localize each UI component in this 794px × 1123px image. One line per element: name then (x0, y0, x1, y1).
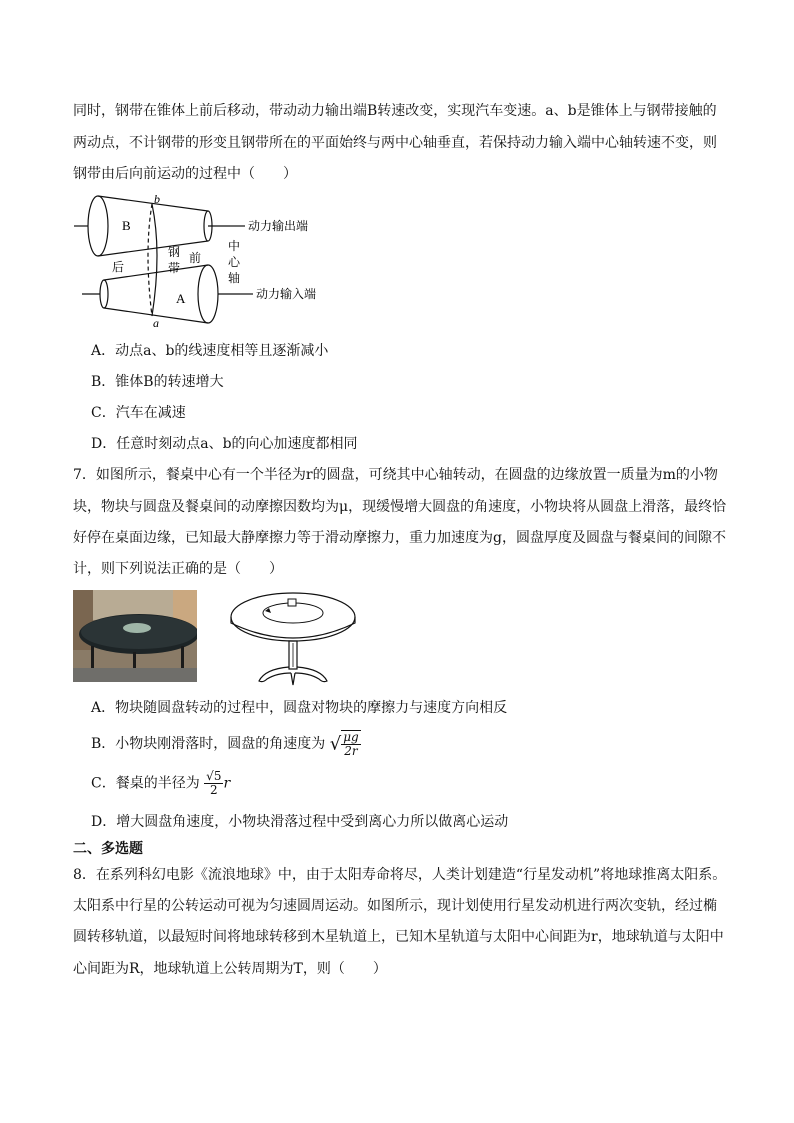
q7-text-line-3: 好停在桌面边缘，已知最大静摩擦力等于滑动摩擦力，重力加速度为g，圆盘厚度及圆盘与餐桌间的间隙不 (73, 530, 726, 546)
q6-text-line-3: 钢带由后向前运动的过程中（ ） (73, 166, 297, 182)
q7-option-b (91, 730, 361, 758)
q7-option-d: D．增大圆盘角速度，小物块滑落过程中受到离心力所以做离心运动 (91, 814, 509, 830)
cvt-cone-diagram (70, 192, 360, 332)
label-hou: 后 (112, 260, 125, 274)
label-B: B (122, 218, 131, 233)
label-zhou: 轴 (228, 271, 241, 285)
label-b: b (154, 192, 160, 206)
q6-option-b: B．锥体B的转速增大 (91, 374, 224, 390)
q7-option-c-text: C．餐桌的半径为 (91, 775, 200, 792)
fraction-denominator: 2 (209, 783, 218, 797)
q6-text-line-2: 两动点，不计钢带的形变且钢带所在的平面始终与两中心轴垂直，若保持动力输入端中心轴转速不变，则 (73, 135, 717, 151)
q6-text-line-1: 同时，钢带在锥体上前后移动，带动动力输出端B转速改变，实现汽车变速。a、b是锥体上与钢带接触的 (73, 103, 717, 119)
q8-text-line-4: 心间距为R，地球轨道上公转周期为T，则（ ） (73, 961, 387, 977)
q6-option-c: C．汽车在减速 (91, 405, 186, 421)
fraction-numerator: μg (343, 730, 359, 744)
fraction-root5-over-2 (204, 770, 223, 797)
label-zhong: 中 (228, 239, 241, 253)
label-A: A (176, 291, 186, 306)
sqrt-expression: √ $\frac{\mu g}{2r}$ (329, 730, 359, 758)
q6-option-a: A．动点a、b的线速度相等且逐渐减小 (91, 343, 329, 359)
section-heading: 二、多选题 (73, 841, 143, 857)
q7-text-line-1: 7．如图所示，餐桌中心有一个半径为r的圆盘，可绕其中心轴转动，在圆盘的边缘放置一质量为m的小物 (73, 467, 718, 483)
q8-text-line-1: 8．在系列科幻电影《流浪地球》中，由于太阳寿命将尽，人类计划建造“行星发动机”将地球推离太阳系。 (73, 867, 727, 883)
label-a: a (153, 316, 159, 330)
label-xin: 心 (228, 255, 241, 269)
dining-table-drawing (225, 587, 360, 687)
label-qian: 前 (189, 251, 202, 265)
q7-option-a: A．物块随圆盘转动的过程中，圆盘对物块的摩擦力与速度方向相反 (91, 700, 508, 716)
q7-option-b-text: B．小物块刚滑落时，圆盘的角速度为 (91, 736, 326, 752)
fraction-numerator: √5 (206, 769, 222, 783)
label-input: 动力输入端 (256, 287, 317, 301)
q6-option-d: D．任意时刻动点a、b的向心加速度都相同 (91, 436, 358, 452)
label-output: 动力输出端 (248, 219, 309, 233)
radius-r: r (223, 775, 231, 792)
dining-table-photo (73, 590, 197, 682)
label-gang: 钢 (168, 245, 181, 259)
q7-option-c (91, 770, 230, 797)
q8-text-line-2: 太阳系中行星的公转运动可视为匀速圆周运动。如图所示，现计划使用行星发动机进行两次变轨，经过椭 (73, 898, 717, 914)
fraction-denominator: 2r (344, 744, 358, 758)
q8-text-line-3: 圆转移轨道，以最短时间将地球转移到木星轨道上，已知木星轨道与太阳中心间距为r，地球轨道与太阳中 (73, 929, 724, 945)
q7-text-line-2: 块，物块与圆盘及餐桌间的动摩擦因数均为μ，现缓慢增大圆盘的角速度，小物块将从圆盘上滑落，最终恰 (73, 499, 727, 515)
q7-text-line-4: 计，则下列说法正确的是（ ） (73, 561, 283, 577)
label-dai: 带 (168, 261, 181, 275)
